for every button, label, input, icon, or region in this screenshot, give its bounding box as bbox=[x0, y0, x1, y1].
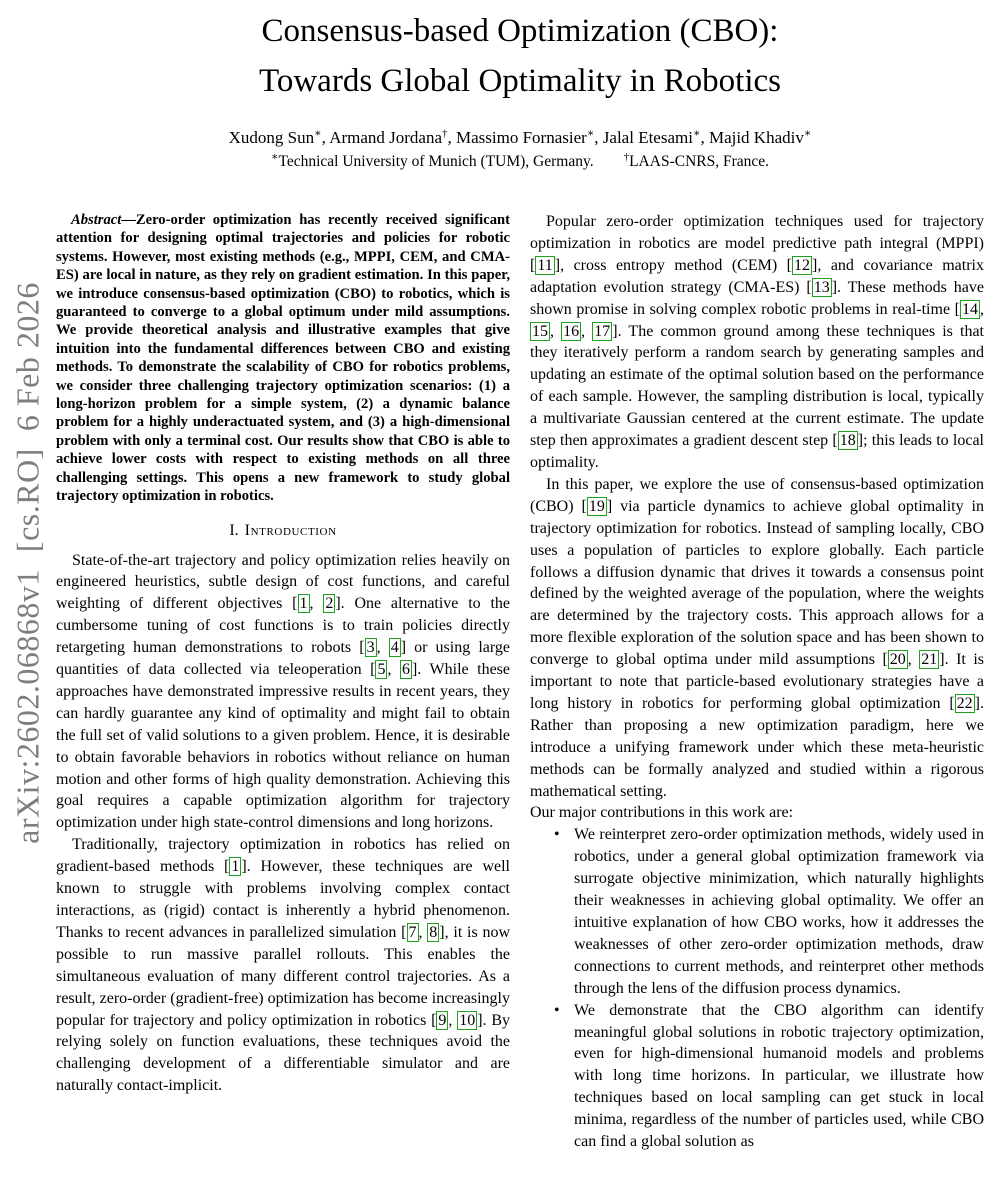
author-superscript: ∗ bbox=[692, 127, 701, 140]
citation-link[interactable]: 2 bbox=[325, 595, 334, 613]
author-line: Xudong Sun∗, Armand Jordana†, Massimo Fornasier∗, Jalal Etesami∗, Majid Khadiv∗ bbox=[228, 127, 812, 147]
citation-link[interactable]: 1 bbox=[231, 858, 240, 876]
author-superscript: ∗ bbox=[803, 127, 812, 140]
paper-title bbox=[56, 6, 984, 106]
citation-link[interactable]: 19 bbox=[588, 497, 605, 515]
contribution-item: • We demonstrate that the CBO algorithm can identify meaningful global solutions in robotic trajectory optimization, even for high-dimensional humanoid models and problems with long time horizons. In particular, we illustrate how techniques based on local sampling can get stuck in local minima, regardless of the number of particles used, while CBO can find a global solution as bbox=[530, 1000, 984, 1153]
author-superscript: † bbox=[442, 127, 448, 140]
citation-link[interactable]: 11 bbox=[537, 256, 553, 274]
citation-link[interactable]: 6 bbox=[401, 661, 410, 679]
contribution-list bbox=[530, 824, 984, 1153]
affiliation-superscript: † bbox=[623, 150, 630, 163]
citation-link[interactable]: 13 bbox=[813, 278, 830, 296]
citation-link[interactable]: 9 bbox=[438, 1011, 447, 1029]
citation-link[interactable]: 12 bbox=[794, 256, 810, 274]
author-superscript: ∗ bbox=[314, 127, 322, 140]
arxiv-watermark: arXiv:2602.06868v1 [cs.RO] 6 Feb 2026 bbox=[9, 282, 46, 844]
affiliation-item: †LAAS-CNRS, France. bbox=[623, 150, 770, 170]
paragraph: Traditionally, trajectory optimization in robotics has relied on gradient-based methods [ 1 ]. However, these techniques are well known to struggle with problems involving complex contact interactions, as (rigid) contact is inherently a hybrid phenomenon. Thanks to recent advances in parallelized simulation [ 7 , 8 ], it is now possible to run massive parallel rollouts. This enables the simultaneous evaluation of many different control trajectories. As a result, zero-order (gradient-free) optimization has become increasingly popular for trajectory and policy optimization in robotics [ 9 , 10 ]. By relying solely on function evaluations, these techniques avoid the challenging development of a differentiable simulator and are naturally contact-implicit. bbox=[56, 836, 511, 1095]
affiliation-line bbox=[56, 150, 984, 171]
citation-link[interactable]: 1 bbox=[299, 595, 308, 613]
contribution-item: • We reinterpret zero-order optimization methods, widely used in robotics, under a general global optimization framework via surrogate objective minimization, which naturally highlights their weaknesses in achieving global optimality. We offer an intuitive explanation of how CBO works, how it addresses the weaknesses of other zero-order optimization methods, draw connections to current methods, and reinterpret other methods through the lens of the diffusion process dynamics. bbox=[530, 824, 984, 999]
affiliation-superscript: ∗ bbox=[270, 150, 279, 163]
citation-link[interactable]: 15 bbox=[532, 322, 548, 340]
citation-link[interactable]: 14 bbox=[962, 300, 978, 318]
title-line-1: Consensus-based Optimization (CBO): bbox=[261, 13, 779, 49]
section-heading-introduction bbox=[56, 522, 510, 540]
contributions-intro: Our major contributions in this work are: bbox=[530, 804, 794, 822]
abstract-text: —Zero-order optimization has recently received significant attention for designing optimal trajectories and policies for robotic systems. However, most existing methods (e.g., MPPI, CEM, and CMA-ES) are local in nature, as they rely on gradient estimation. In this paper, we introduce consensus-based optimization (CBO) to robotics, which is guaranteed to converge to a global optimum under mild assumptions. We provide theoretical analysis and illustrative examples that give intuition into the fundamental differences between CBO and existing methods. To demonstrate the scalability of CBO for robotics problems, we consider three challenging trajectory optimization scenarios: (1) a long-horizon problem for a simple system, (2) a dynamic balance problem for a highly underactuated system, and (3) a high-dimensional problem with only a terminal cost. Our results show that CBO is able to achieve lower costs with respect to existing methods on all three challenging settings. This opens a new framework to study global trajectory optimization in robotics. bbox=[56, 212, 510, 505]
citation-link[interactable]: 16 bbox=[563, 322, 580, 340]
citation-link[interactable]: 5 bbox=[377, 661, 386, 679]
section-number: I. bbox=[229, 521, 239, 539]
citation-link[interactable]: 8 bbox=[429, 923, 438, 941]
section-title: Introduction bbox=[244, 521, 337, 539]
left-column bbox=[56, 211, 510, 1153]
abstract-label: Abstract bbox=[71, 212, 122, 228]
citation-link[interactable]: 21 bbox=[921, 651, 938, 669]
title-line-2: Towards Global Optimality in Robotics bbox=[259, 63, 781, 99]
citation-link[interactable]: 7 bbox=[408, 923, 417, 941]
right-column bbox=[530, 211, 984, 1153]
citation-link[interactable]: 10 bbox=[459, 1011, 476, 1029]
citation-link[interactable]: 20 bbox=[889, 651, 906, 669]
citation-link[interactable]: 22 bbox=[956, 694, 973, 712]
citation-link[interactable]: 3 bbox=[366, 639, 375, 657]
paragraph: In this paper, we explore the use of consensus-based optimization (CBO) [ 19 ] via particle dynamics to achieve global optimality in trajectory optimization for robotics. Instead of sampling locally, CBO uses a population of particles to explore globally. Each particle follows a diffusion dynamic that drives it towards a consensus point defined by the weighted average of the population, where the weights are determined by the trajectory costs. This approach allows for a more flexible exploration of the solution space and has been shown to converge to global optima under mild assumptions [ 20 , 21 ]. It is important to note that particle-based evolutionary strategies have a long history in robotics for performing global optimization [ 22 ]. Rather than proposing a new optimization paradigm, here we introduce a unifying framework under which these meta-heuristic methods can be formally analyzed and studied within a rigorous mathematical setting. bbox=[530, 475, 984, 800]
affiliation-item: ∗Technical University of Munich (TUM), Germany. bbox=[270, 150, 594, 170]
citation-link[interactable]: 17 bbox=[594, 322, 611, 340]
citation-link[interactable]: 4 bbox=[390, 639, 399, 657]
two-column-body bbox=[56, 211, 984, 1153]
paragraph: State-of-the-art trajectory and policy optimization relies heavily on engineered heuristics, subtle design of cost functions, and careful weighting of different objectives [ 1 , 2 ]. One alternative to the cumbersome tuning of cost functions is to train policies directly retargeting human demonstrations to robots [ 3 , 4 ] or using large quantities of data collected via teleoperation [ 5 , 6 ]. While these approaches have demonstrated impressive results in recent years, they can hardly guarantee any kind of optimality and might fail to obtain the full set of valid solutions to a given problem. Hence, it is desirable to obtain favorable behaviors in robotics without reliance on human motion and other forms of high quality demonstration. Achieving this goal requires a capable optimization algorithm for trajectory optimization under high state-control dimensions and long horizons. bbox=[56, 551, 511, 832]
author-superscript: ∗ bbox=[586, 127, 595, 140]
citation-link[interactable]: 18 bbox=[839, 432, 856, 450]
paragraph: Popular zero-order optimization techniques used for trajectory optimization in robotics are model predictive path integral (MPPI) [ 11 ], cross entropy method (CEM) [ 12 ], and covariance matrix adaptation evolution strategy (CMA-ES) [ 13 ]. These methods have shown promise in solving complex robotic problems in real-time [ 14 , 15 , 16 , 17 ]. The common ground among these techniques is that they iteratively perform a random search by generating samples and updating an estimate of the optimal solution based on the performance of each sample. However, the sampling distribution is local, typically a multivariate Gaussian centered at the current estimate. The update step then approximates a gradient descent step [ 18 ]; this leads to local optimality. bbox=[530, 213, 984, 471]
abstract bbox=[56, 211, 510, 506]
